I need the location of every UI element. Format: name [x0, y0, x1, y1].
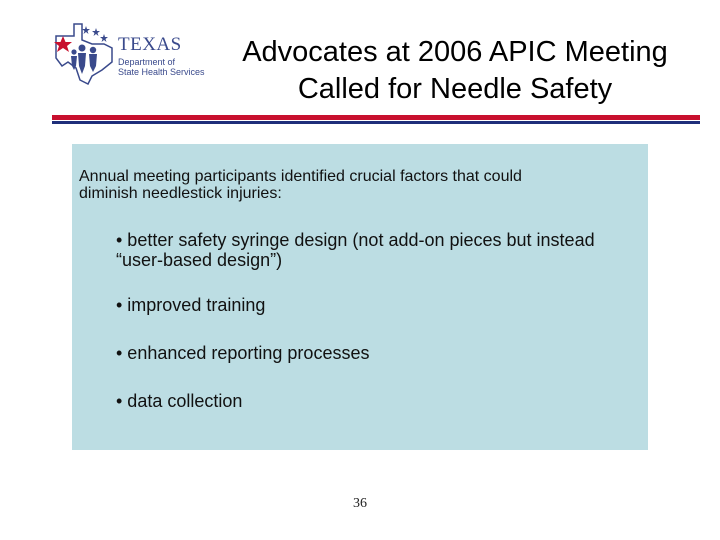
bullet-line-1: • better safety syringe design (not add-on pieces but instead [116, 230, 595, 250]
logo-line-2: State Health Services [118, 67, 205, 77]
title-line-2: Called for Needle Safety [297, 73, 613, 105]
bullet-item [116, 230, 656, 270]
logo-department [118, 57, 205, 77]
logo-wordmark: TEXAS [118, 34, 182, 55]
bullet-line-2: “user-based design”) [116, 250, 283, 270]
title-line-1: Advocates at 2006 APIC Meeting [242, 36, 668, 68]
texas-map-icon [52, 22, 118, 86]
title-divider-red [52, 115, 700, 120]
bullet-item [116, 391, 656, 411]
slide-title [215, 34, 695, 108]
title-divider-blue [52, 121, 700, 124]
intro-line-1: Annual meeting participants identified crucial factors that could [79, 168, 522, 185]
content-box [72, 144, 648, 450]
bullet-line-1: • data collection [116, 391, 243, 411]
dshs-logo [52, 22, 210, 86]
bullet-line-1: • improved training [116, 295, 266, 315]
page-number: 36 [353, 496, 367, 511]
bullet-item [116, 343, 656, 363]
intro-line-2: diminish needlestick injuries: [79, 185, 282, 202]
bullet-item [116, 295, 656, 315]
logo-line-1: Department of [118, 57, 176, 67]
intro-text [79, 168, 619, 202]
bullet-line-1: • enhanced reporting processes [116, 343, 370, 363]
